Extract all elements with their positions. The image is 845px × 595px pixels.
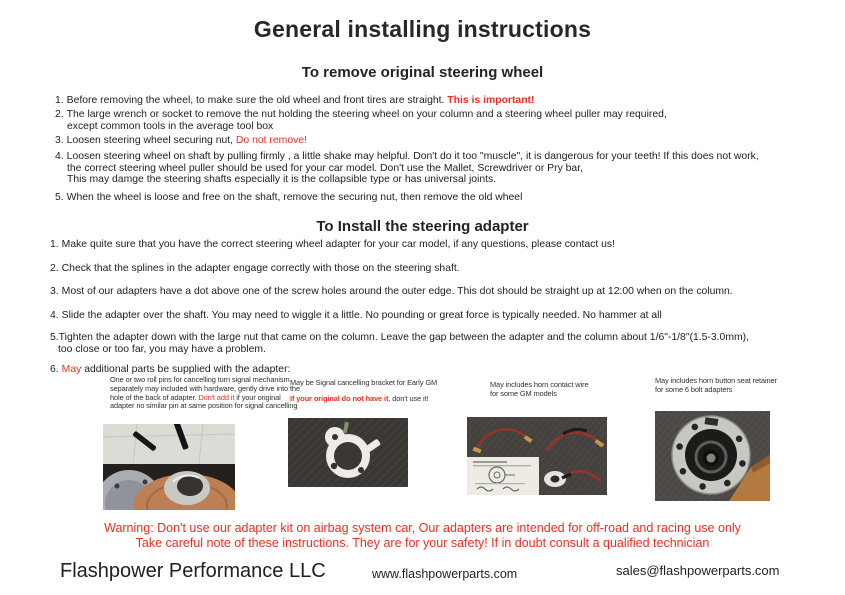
install-step-5 <box>50 332 749 355</box>
part-note-line: adapter no similar pin at same position for signal cancelling <box>110 401 298 411</box>
step-text: Slide the adapter over the shaft. You may need to wiggle it a little. No pounding or great force is typically needed. No hammer at all <box>61 310 662 321</box>
step-warning-text: May <box>61 364 82 375</box>
website-url: www.flashpowerparts.com <box>372 567 518 581</box>
part-note-line: for some GM models <box>490 388 557 398</box>
email-address: sales@flashpowerparts.com <box>616 563 780 578</box>
warning-line-1: Warning: Don't use our adapter kit on airbag system car, Our adapters are intended for off-road and racing use only <box>104 521 741 535</box>
roll-pins-photo <box>103 424 235 510</box>
remove-step-3 <box>55 135 307 147</box>
page-title: General installing instructions <box>253 16 592 42</box>
remove-section-heading: To remove original steering wheel <box>301 64 544 81</box>
step-number: 6. <box>50 364 59 375</box>
part-note-horn-wire <box>490 381 588 399</box>
install-section-heading: To Install the steering adapter <box>316 218 529 235</box>
step-number: 3. <box>50 286 59 297</box>
step-number: 4. <box>55 151 64 162</box>
part-note-roll-pins <box>110 376 300 411</box>
step-text: too close or too far, you may have a problem. <box>58 343 266 355</box>
step-text: the correct steering wheel puller should be used for your car model. Don't use the Mallet, Screwdriver or Pry bar, <box>67 162 583 174</box>
install-step-6 <box>50 364 290 376</box>
remove-step-2 <box>55 109 667 132</box>
step-text: Loosen steering wheel securing nut, <box>66 135 236 146</box>
remove-step-5 <box>55 192 522 204</box>
step-number: 3. <box>55 135 64 146</box>
part-note-line: May includes horn contact wire <box>490 380 589 389</box>
step-text: additional parts be supplied with the adapter: <box>81 364 291 375</box>
step-text: Before removing the wheel, to make sure the old wheel and front tires are straight. <box>66 95 448 106</box>
install-step-1 <box>50 239 615 251</box>
part-note-line: May includes horn button seat retainer <box>655 376 777 385</box>
step-text: Tighten the adapter down with the large nut that came on the column. Leave the gap between the adapter and the column about 1/6"-1/8"(1.5-3.0mm), <box>58 332 749 343</box>
part-note-text: if your original <box>234 392 281 402</box>
step-number: 1. <box>50 239 59 250</box>
part-note-text: hole of the back of adapter. <box>110 392 199 402</box>
step-number: 1. <box>55 95 64 106</box>
part-note-seat-retainer <box>655 377 777 395</box>
company-name: Flashpower Performance LLC <box>60 560 326 582</box>
cancelling-bracket-photo <box>288 418 408 487</box>
part-note-line: May be Signal cancelling bracket for Early GM <box>290 378 438 387</box>
horn-contact-wire-photo <box>467 417 607 495</box>
part-note-warning: Don't add it <box>198 392 235 402</box>
step-text: When the wheel is loose and free on the shaft, remove the securing nut, then remove the old wheel <box>66 192 523 203</box>
warning-line-2: Take careful note of these instructions. They are for your safety! If in doubt consult a qualified technician <box>135 536 710 550</box>
step-text: Check that the splines in the adapter engage correctly with those on the steering shaft. <box>61 263 460 274</box>
remove-step-1 <box>55 95 534 107</box>
part-note-cancelling-bracket <box>290 379 437 404</box>
step-warning-text: Do not remove! <box>235 135 307 146</box>
part-note-line <box>290 395 437 404</box>
step-text: Make quite sure that you have the correct steering wheel adapter for your car model, if any questions, please contact us! <box>61 239 615 250</box>
step-text: Most of our adapters have a dot above one of the screw holes around the outer edge. This dot should be straight up at 12:00 when on the column. <box>61 286 733 297</box>
install-step-3 <box>50 286 733 298</box>
step-text: Loosen steering wheel on shaft by pulling firmly , a little shake may helpful. Don't do it too "muscle", it is dangerous for your teeth! If this does not work, <box>66 151 759 162</box>
part-note-text: , don't use it! <box>388 393 429 403</box>
install-step-2 <box>50 263 460 275</box>
step-number: 4. <box>50 310 59 321</box>
remove-step-4 <box>55 151 759 186</box>
step-text: except common tools in the average tool box <box>67 120 274 132</box>
step-number: 2. <box>55 109 64 120</box>
step-number: 2. <box>50 263 59 274</box>
install-step-4 <box>50 310 662 322</box>
horn-button-retainer-photo <box>655 411 770 501</box>
part-note-line: separately may included with hardware, gently drive into the <box>110 383 300 393</box>
step-text: This may damge the steering shafts especially it is the collapsible type or has universal joints. <box>67 174 497 185</box>
part-note-warning: If your original do not have it <box>290 393 389 403</box>
part-note-line: One or two roll pins for cancelling turn signal mechanism <box>110 375 290 384</box>
step-number: 5. <box>50 332 59 343</box>
step-warning-text: This is important! <box>447 95 535 106</box>
step-number: 5. <box>55 192 64 203</box>
step-text: The large wrench or socket to remove the nut holding the steering wheel on your column and a steering wheel puller may required, <box>66 109 667 120</box>
part-note-line: for some 6 bolt adapters <box>655 384 733 394</box>
